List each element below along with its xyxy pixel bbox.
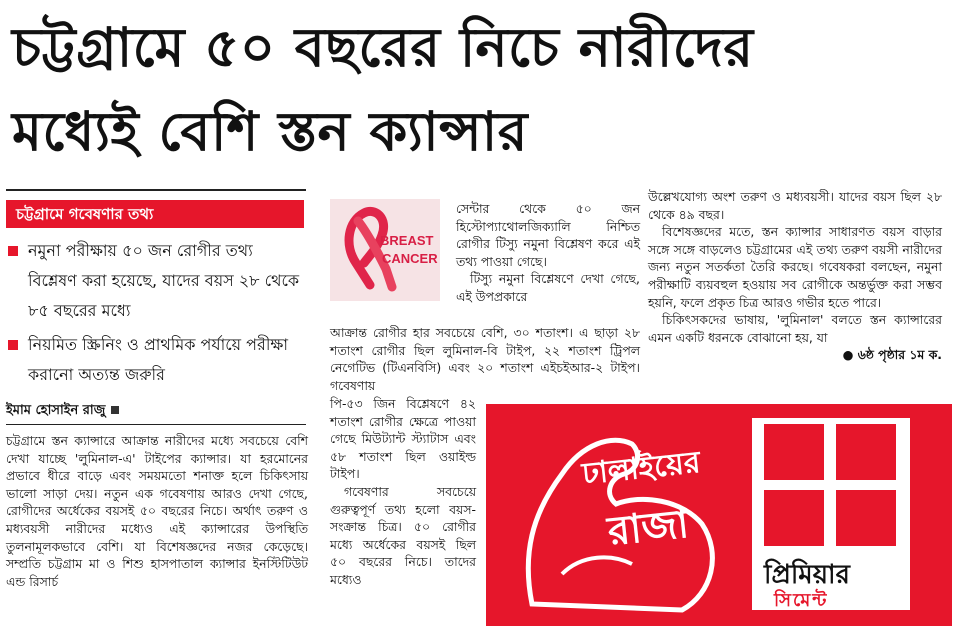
article-column-1 xyxy=(6,432,308,590)
kicker-banner: চট্টগ্রামে গবেষণার তথ্য xyxy=(6,200,304,228)
brand-name: প্রিমিয়ার xyxy=(764,560,850,590)
highlight-item: নিয়মিত স্ক্রিনিং ও প্রাথমিক পর্যায়ে পরীক্ষা করানো অত্যন্ত জরুরি xyxy=(6,330,306,390)
ribbon-text-1: BREAST xyxy=(380,233,434,248)
divider-byline xyxy=(6,424,306,425)
article-column-2-top: সেন্টার থেকে ৫০ জন হিস্টোপ্যাথোলজিক্যালি নিশ্চিত রোগীর টিস্যু নমুনা বিশ্লেষণ করে এই তথ্য পাওয়া গেছে। টিস্যু নমুনা বিশ্লেষণে দেখা গেছে, এই উপপ্রকারে xyxy=(456,201,640,304)
breast-cancer-ribbon-image xyxy=(330,199,440,301)
bullet-square-icon xyxy=(8,246,18,256)
article-column-2-bottom: পি-৫৩ জিন বিশ্লেষণে ৪২ শতাংশ রোগীর ক্ষেত্রে পাওয়া গেছে মিউট্যান্ট স্ট্যাটাস এবং ৫৮ শতাংশ ছিল ওয়াইল্ড টাইপ। গবেষণার সবচেয়ে গুরুত্বপূর্ণ তথ্য হলো বয়স-সংক্রান্ত চিত্র। ৫০ রোগীর মধ্যে অর্ধেকের বয়সই ছিল ৫০ বছরের নিচে। তাদের মধ্যেও xyxy=(330,396,476,587)
logo-square-bl xyxy=(764,490,824,546)
body-paragraph: চট্টগ্রামে স্তন ক্যান্সারে আক্রান্ত নারীদের মধ্যে সবচেয়ে বেশি দেখা যাচ্ছে 'লুমিনাল-এ' টাইপের ক্যান্সার। যা হরমোনের প্রভাবে ধীরে বাড়ে এবং সময়মতো শনাক্ত হলে চিকিৎসায় ভালো সাড়া দেয়। নতুন এক গবেষণায় আরও দেখা গেছে, রোগীদের অর্ধেকের বয়সই ৫০ বছরের নিচে। অর্থাৎ তরুণ ও মধ্যবয়সী নারীদের মধ্যেও এই ক্যান্সারের উপস্থিতি তুলনামূলকভাবে বেশি। যা বিশেষজ্ঞদের নজর কেড়েছে। সম্প্রতি চট্টগ্রাম মা ও শিশু হাসপাতাল ক্যান্সার ইনস্টিটিউট এন্ড রিসার্চ xyxy=(6,433,308,589)
byline xyxy=(6,402,306,420)
ribbon-text-2: CANCER xyxy=(382,251,438,266)
premier-cement-logo xyxy=(752,418,910,610)
brand-subname: সিমেন্ট xyxy=(774,590,829,611)
slogan-top: ঢালাইয়ের xyxy=(580,444,702,493)
headline xyxy=(12,6,952,174)
article-column-2-wide: আক্রান্ত রোগীর হার সবচেয়ে বেশি, ৩০ শতাংশ। এ ছাড়া ২৮ শতাংশ রোগীর ছিল লুমিনাল-বি টাইপ, ২২ শতাংশ ট্রিপল নেগেটিভ (টিএনবিসি) এবং ২০ শতাংশ এইচইআর-২ টাইপ। গবেষণায় xyxy=(330,325,640,393)
logo-square-br xyxy=(836,490,896,546)
bullet-square-icon xyxy=(8,340,18,350)
headline-line-1: চট্টগ্রামে ৫০ বছরের নিচে নারীদের xyxy=(12,16,754,79)
divider-top xyxy=(6,189,306,191)
pink-ribbon-icon xyxy=(330,199,440,301)
headline-line-2: মধ্যেই বেশি স্তন ক্যান্সার xyxy=(12,100,528,163)
continued-marker: ● ৬ষ্ঠ পৃষ্ঠার ১ম ক. xyxy=(842,347,942,363)
logo-square-tr xyxy=(836,424,896,480)
highlights-list xyxy=(6,236,306,394)
byline-square-icon xyxy=(111,406,119,414)
highlight-item: নমুনা পরীক্ষায় ৫০ জন রোগীর তথ্য বিশ্লেষণ করা হয়েছে, যাদের বয়স ২৮ থেকে ৮৫ বছরের মধ্যে xyxy=(6,236,306,326)
article-column-3: উল্লেখযোগ্য অংশ তরুণ ও মধ্যবয়সী। যাদের বয়স ছিল ২৮ থেকে ৪৯ বছর। বিশেষজ্ঞদের মতে, স্তন ক্যান্সার সাধারণত বয়স বাড়ার সঙ্গে সঙ্গে বাড়লেও চট্টগ্রামের এই তথ্য তরুণ বয়সী নারীদের জন্য নতুন সতর্কতা তৈরি করছে। গবেষকরা বলছেন, নমুনা পরীক্ষাটি ব্যয়বহুল হওয়ায় সব রোগীকে অন্তর্ভুক্ত করা সম্ভব হয়নি, ফলে প্রকৃত চিত্র আরও গভীর হতে পারে। চিকিৎসকদের ভাষায়, 'লুমিনাল' বলতে স্তন ক্যান্সারের এমন একটি ধরনকে বোঝানো হয়, যা ● ৬ষ্ঠ পৃষ্ঠার ১ম ক. xyxy=(648,189,942,363)
author-name: ইমাম হোসাইন রাজু xyxy=(6,403,106,418)
slogan-bottom: রাজা xyxy=(605,500,692,556)
logo-square-tl xyxy=(764,424,824,480)
